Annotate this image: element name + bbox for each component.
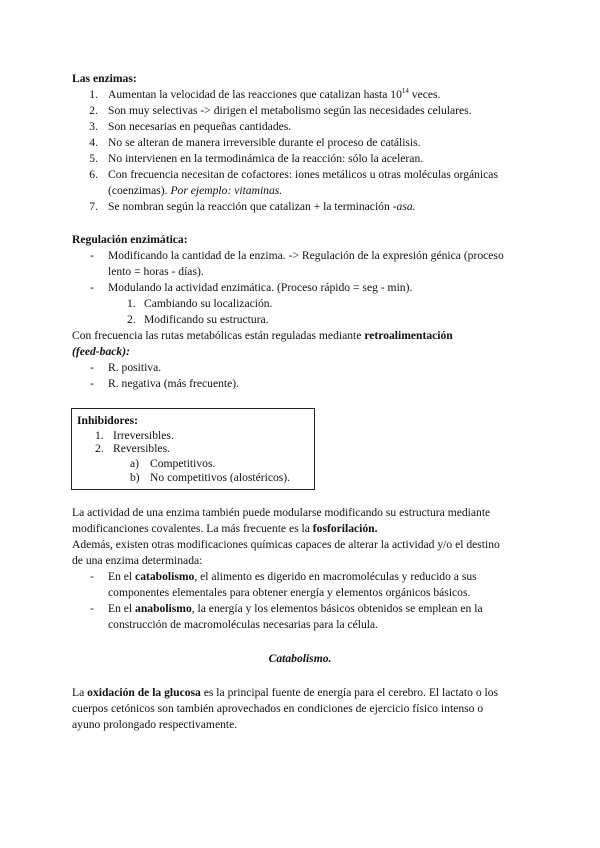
bullet-dash: - xyxy=(90,361,94,374)
bullet-item: Modificando la cantidad de la enzima. -> Regulación de la expresión génica (proceso xyxy=(108,249,504,262)
sub-list-item: No competitivos (alostéricos). xyxy=(150,471,291,484)
sub-list-number: 2. xyxy=(127,313,136,326)
bullet-item-anabolismo: En el anabolismo, la energía y los elementos básicos obtenidos se emplean en la xyxy=(108,602,483,615)
list-number: 6. xyxy=(89,168,98,181)
list-item: Aumentan la velocidad de las reacciones que catalizan hasta $10^{14}$ veces. xyxy=(108,87,441,101)
sub-list-label: a) xyxy=(130,457,140,470)
list-item: Se nombran según la reacción que catalizan + la terminación -asa. xyxy=(108,200,416,213)
paragraph-line: modificanciones covalentes. La más frecuente es la fosforilación. xyxy=(72,522,378,535)
list-item: Irreversibles. xyxy=(113,429,174,442)
bullet-item-catabolismo: En el catabolismo, el alimento es digerido en macromoléculas y reducido a sus xyxy=(108,570,477,583)
list-item: Son necesarias en pequeñas cantidades. xyxy=(108,120,292,133)
section-title-enzimas: Las enzimas: xyxy=(72,72,137,85)
paragraph-feedback: Con frecuencia las rutas metabólicas están reguladas mediante retroalimentación xyxy=(72,329,453,342)
bullet-dash: - xyxy=(90,602,94,615)
list-item-continuation: (coenzimas). Por ejemplo: vitaminas. xyxy=(108,184,283,197)
list-number: 4. xyxy=(89,136,98,149)
paragraph-line: Además, existen otras modificaciones químicas capaces de alterar la actividad y/o el destino xyxy=(72,538,500,551)
sub-list-item: Modificando su estructura. xyxy=(144,313,269,326)
bullet-dash: - xyxy=(90,570,94,583)
bullet-dash: - xyxy=(90,377,94,390)
bullet-item: Modulando la actividad enzimática. (Proceso rápido = seg - min). xyxy=(108,281,413,294)
bullet-item: R. negativa (más frecuente). xyxy=(108,377,240,390)
section-title-regulacion: Regulación enzimática: xyxy=(72,233,188,246)
sub-list-number: 1. xyxy=(127,297,136,310)
list-number: 5. xyxy=(89,152,98,165)
paragraph-line: La actividad de una enzima también puede modularse modificando su estructura mediante xyxy=(72,506,491,519)
list-item: No se alteran de manera irreversible durante el proceso de catálisis. xyxy=(108,136,421,149)
list-number: 7. xyxy=(89,200,98,213)
bullet-item-continuation: componentes elementales para obtener energía y elementos orgánicos básicos. xyxy=(108,586,471,599)
paragraph-line: La oxidación de la glucosa es la principal fuente de energía para el cerebro. El lactato o los xyxy=(72,686,499,699)
list-item: No intervienen en la termodinámica de la reacción: sólo la aceleran. xyxy=(108,152,424,165)
list-item: Son muy selectivas -> dirigen el metabolismo según las necesidades celulares. xyxy=(108,104,472,117)
list-number: 1. xyxy=(89,88,98,101)
bullet-dash: - xyxy=(90,281,94,294)
bullet-item: R. positiva. xyxy=(108,361,162,374)
list-number: 2. xyxy=(89,104,98,117)
sub-list-label: b) xyxy=(130,471,140,484)
bullet-dash: - xyxy=(90,249,94,262)
bullet-item-continuation: lento = horas - días). xyxy=(108,265,204,278)
list-number: 3. xyxy=(89,120,98,133)
list-item: Reversibles. xyxy=(113,442,170,455)
bullet-item-continuation: construcción de macromoléculas necesarias para la célula. xyxy=(108,618,379,631)
list-item: Con frecuencia necesitan de cofactores: iones metálicos u otras moléculas orgánicas xyxy=(108,168,498,181)
feedback-term: (feed-back): xyxy=(72,345,130,358)
paragraph-line: cuerpos cetónicos son también aprovechados en condiciones de ejercicio físico intenso o xyxy=(72,702,484,715)
paragraph-line: de una enzima determinada: xyxy=(72,554,203,567)
sub-list-item: Cambiando su localización. xyxy=(144,297,273,310)
list-number: 1. xyxy=(95,429,104,442)
list-number: 2. xyxy=(95,442,104,455)
heading-catabolismo: Catabolismo. xyxy=(268,652,332,665)
sub-list-item: Competitivos. xyxy=(150,457,216,470)
paragraph-line: ayuno prolongado respectivamente. xyxy=(72,718,238,731)
inhibidores-title: Inhibidores: xyxy=(77,414,138,427)
